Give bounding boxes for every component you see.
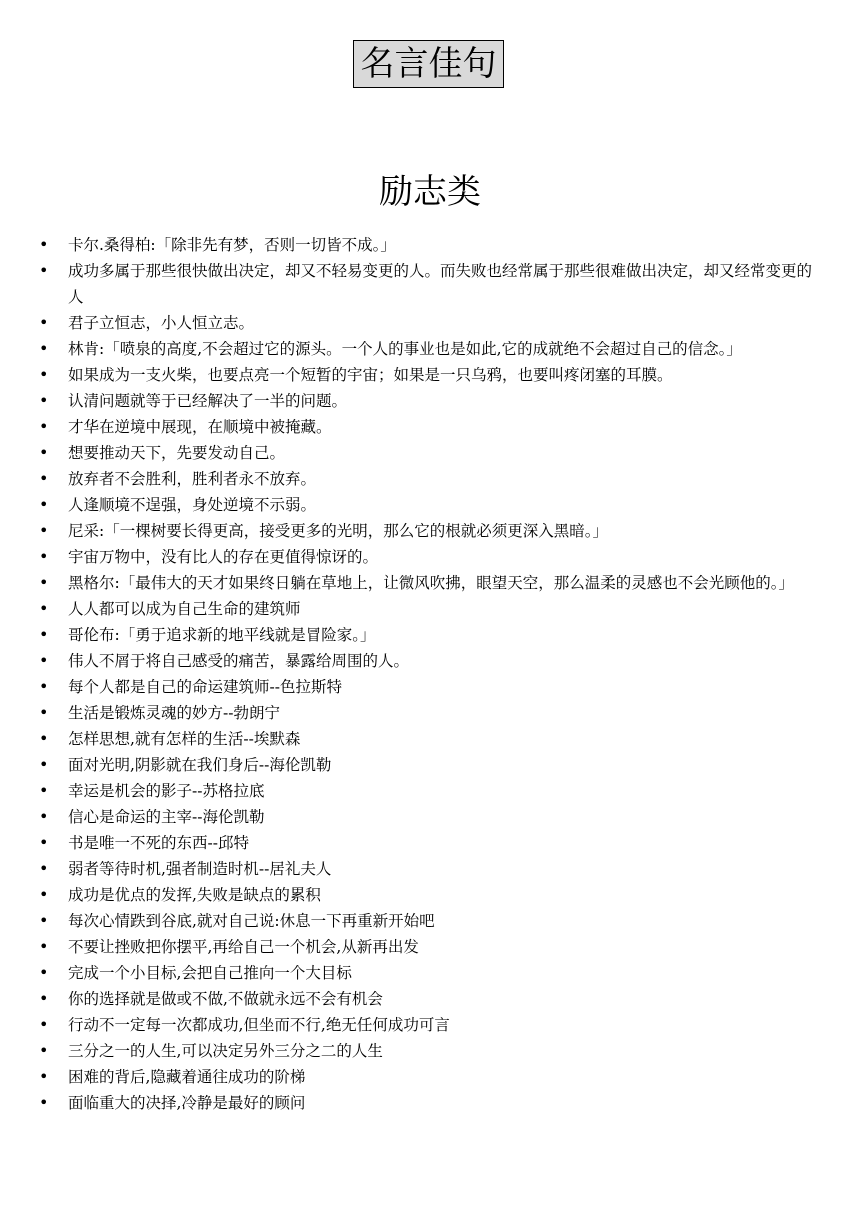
quote-item: • 成功是优点的发挥,失败是缺点的累积 bbox=[0, 882, 860, 908]
quote-list bbox=[0, 232, 860, 1116]
quote-item: • 才华在逆境中展现，在顺境中被掩藏。 bbox=[0, 414, 860, 440]
quote-item: • 尼采:「一棵树要长得更高，接受更多的光明，那么它的根就必须更深入黑暗。」 bbox=[0, 518, 860, 544]
quote-item: • 如果成为一支火柴，也要点亮一个短暂的宇宙；如果是一只乌鸦，也要叫疼闭塞的耳膜。 bbox=[0, 362, 860, 388]
quote-item: • 每个人都是自己的命运建筑师--色拉斯特 bbox=[0, 674, 860, 700]
quote-item: • 君子立恒志，小人恒立志。 bbox=[0, 310, 860, 336]
quote-item: • 人逢顺境不逞强，身处逆境不示弱。 bbox=[0, 492, 860, 518]
quote-item: • 完成一个小目标,会把自己推向一个大目标 bbox=[0, 960, 860, 986]
quote-item: • 黑格尔:「最伟大的天才如果终日躺在草地上，让微风吹拂，眼望天空，那么温柔的灵感也不会光顾他的。」 bbox=[0, 570, 860, 596]
quote-item: • 行动不一定每一次都成功,但坐而不行,绝无任何成功可言 bbox=[0, 1012, 860, 1038]
quote-item: • 面临重大的决择,冷静是最好的顾问 bbox=[0, 1090, 860, 1116]
quote-item: • 三分之一的人生,可以决定另外三分之二的人生 bbox=[0, 1038, 860, 1064]
quote-item: • 书是唯一不死的东西--邱特 bbox=[0, 830, 860, 856]
quote-item: • 哥伦布:「勇于追求新的地平线就是冒险家。」 bbox=[0, 622, 860, 648]
quote-item: • 林肯:「喷泉的高度,不会超过它的源头。一个人的事业也是如此,它的成就绝不会超过自己的信念。」 bbox=[0, 336, 860, 362]
quote-item: • 信心是命运的主宰--海伦凯勒 bbox=[0, 804, 860, 830]
quote-item: • 认清问题就等于已经解决了一半的问题。 bbox=[0, 388, 860, 414]
quote-item: • 面对光明,阴影就在我们身后--海伦凯勒 bbox=[0, 752, 860, 778]
quote-item: • 你的选择就是做或不做,不做就永远不会有机会 bbox=[0, 986, 860, 1012]
quote-item: • 困难的背后,隐藏着通往成功的阶梯 bbox=[0, 1064, 860, 1090]
quote-item: • 生活是锻炼灵魂的妙方--勃朗宁 bbox=[0, 700, 860, 726]
quote-item: • 每次心情跌到谷底,就对自己说:休息一下再重新开始吧 bbox=[0, 908, 860, 934]
quote-item: • 怎样思想,就有怎样的生活--埃默森 bbox=[0, 726, 860, 752]
quote-item: • 卡尔.桑得柏:「除非先有梦，否则一切皆不成。」 bbox=[0, 232, 860, 258]
quote-item: • 伟人不屑于将自己感受的痛苦，暴露给周围的人。 bbox=[0, 648, 860, 674]
quote-item: • 放弃者不会胜利，胜利者永不放弃。 bbox=[0, 466, 860, 492]
quote-item: • 想要推动天下，先要发动自己。 bbox=[0, 440, 860, 466]
quote-item: • 不要让挫败把你摆平,再给自己一个机会,从新再出发 bbox=[0, 934, 860, 960]
quote-item: • 弱者等待时机,强者制造时机--居礼夫人 bbox=[0, 856, 860, 882]
quote-item: • 幸运是机会的影子--苏格拉底 bbox=[0, 778, 860, 804]
document-title: 名言佳句 bbox=[353, 40, 504, 88]
quote-item: • 成功多属于那些很快做出决定，却又不轻易变更的人。而失败也经常属于那些很难做出决定，却又经常变更的人 bbox=[0, 258, 860, 310]
quote-item: • 宇宙万物中，没有比人的存在更值得惊讶的。 bbox=[0, 544, 860, 570]
section-heading: 励志类 bbox=[379, 172, 481, 212]
quote-item: • 人人都可以成为自己生命的建筑师 bbox=[0, 596, 860, 622]
